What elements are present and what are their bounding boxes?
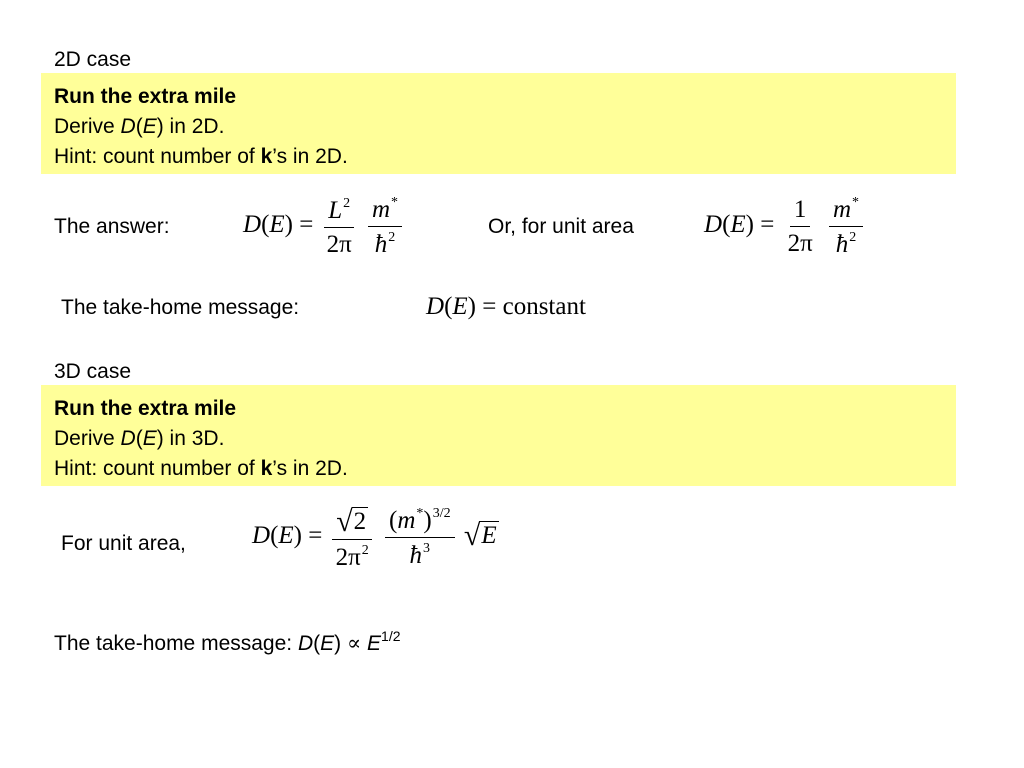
takehome-exp: 1/2 bbox=[381, 628, 401, 644]
fraction-mstar-over-hbar2 bbox=[829, 196, 863, 257]
num-l-exp: 2 bbox=[343, 195, 351, 211]
unit-area-label-3d: For unit area, bbox=[61, 532, 186, 555]
derive-open: ( bbox=[135, 427, 143, 450]
derive-prefix: Derive bbox=[54, 115, 121, 138]
hint-line-2d bbox=[54, 142, 956, 172]
eq-d: D bbox=[252, 522, 271, 550]
unit-area-label-2d: Or, for unit area bbox=[488, 215, 634, 238]
num-m: m bbox=[397, 507, 416, 534]
eq-open: ( bbox=[722, 211, 731, 239]
exercise-title-2d: Run the extra mile bbox=[54, 85, 237, 108]
eq-close: ) bbox=[745, 211, 754, 239]
sqrt-e-sign-icon: √ bbox=[463, 519, 481, 553]
den-hbar-exp: 2 bbox=[388, 230, 396, 245]
equation-dos-2d-unit-area bbox=[704, 196, 866, 257]
hint-line-3d bbox=[54, 454, 956, 484]
num-m-star: * bbox=[391, 195, 399, 210]
takehome-line-3d bbox=[54, 624, 401, 656]
derive-line-3d bbox=[54, 424, 956, 454]
takehome-label-2d: The take-home message: bbox=[61, 296, 300, 319]
eq-equals: = bbox=[299, 211, 314, 239]
sqrt-sign-icon: √ bbox=[336, 505, 353, 538]
root-e: E bbox=[481, 522, 497, 550]
den-hbar-exp: 3 bbox=[423, 541, 431, 556]
hint-suffix: ’s in 2D. bbox=[272, 457, 348, 480]
eq-e: E bbox=[278, 522, 294, 550]
num-close: ) bbox=[423, 507, 432, 534]
heading-2d-case: 2D case bbox=[54, 48, 132, 71]
eq-open: ( bbox=[444, 293, 453, 320]
eq-d: D bbox=[704, 211, 723, 239]
den-hbar: ħ bbox=[374, 231, 388, 258]
eq-open: ( bbox=[270, 522, 279, 550]
hint-k: k bbox=[260, 145, 273, 168]
den-hbar: ħ bbox=[409, 542, 423, 569]
hint-prefix: Hint: count number of bbox=[54, 145, 261, 168]
fraction-1-over-2pi bbox=[784, 197, 817, 256]
derive-prefix: Derive bbox=[54, 427, 121, 450]
eq-close: ) bbox=[293, 522, 302, 550]
num-m: m bbox=[832, 196, 852, 223]
takehome-open: ( bbox=[313, 632, 321, 655]
eq-d: D bbox=[243, 211, 262, 239]
eq-equals: = bbox=[308, 522, 323, 550]
eq-e: E bbox=[269, 211, 285, 239]
answer-label: The answer: bbox=[54, 215, 170, 238]
den-hbar: ħ bbox=[835, 231, 849, 258]
exercise-box-2d bbox=[41, 73, 956, 174]
eq-open: ( bbox=[261, 211, 270, 239]
num-open: ( bbox=[388, 507, 398, 534]
eq-d: D bbox=[426, 293, 445, 320]
equation-dos-2d bbox=[243, 196, 405, 257]
hint-prefix: Hint: count number of bbox=[54, 457, 261, 480]
derive-open: ( bbox=[135, 115, 143, 138]
num-exp-3-2: 3/2 bbox=[432, 506, 451, 521]
fraction-mstar-over-hbar2 bbox=[368, 196, 402, 257]
eq-rhs-constant: = constant bbox=[476, 293, 586, 320]
num-1: 1 bbox=[790, 197, 811, 227]
takehome-e2: E bbox=[361, 632, 382, 655]
fraction-l2-over-2pi bbox=[323, 197, 356, 257]
den-hbar-exp: 2 bbox=[849, 230, 857, 245]
eq-e: E bbox=[452, 293, 468, 320]
eq-close: ) bbox=[467, 293, 476, 320]
derive-e: E bbox=[142, 427, 157, 450]
hint-k: k bbox=[260, 457, 273, 480]
den-2pi: 2π bbox=[326, 230, 352, 258]
derive-d: D bbox=[120, 115, 136, 138]
num-m: m bbox=[371, 196, 391, 223]
derive-e: E bbox=[142, 115, 157, 138]
num-root-2: 2 bbox=[353, 508, 367, 535]
derive-line-2d bbox=[54, 112, 956, 142]
num-m-star: * bbox=[852, 195, 860, 210]
derive-suffix: ) in 2D. bbox=[156, 115, 225, 138]
num-m-star: * bbox=[416, 506, 424, 521]
eq-e: E bbox=[730, 211, 746, 239]
exercise-title-3d: Run the extra mile bbox=[54, 397, 237, 420]
takehome-prefix: The take-home message: bbox=[54, 632, 298, 655]
takehome-close: ) bbox=[334, 632, 347, 655]
heading-3d-case: 3D case bbox=[54, 360, 132, 383]
exercise-box-3d bbox=[41, 385, 956, 486]
fraction-sqrt2-over-2pi2 bbox=[332, 505, 373, 570]
equation-dos-3d bbox=[252, 505, 499, 570]
den-2pi: 2π bbox=[787, 230, 813, 257]
num-l: L bbox=[328, 196, 343, 224]
takehome-d: D bbox=[297, 632, 314, 655]
proportional-symbol: ∝ bbox=[346, 631, 362, 655]
derive-d: D bbox=[120, 427, 136, 450]
takehome-equation-2d bbox=[426, 294, 586, 319]
den-2pi-exp: 2 bbox=[361, 543, 369, 558]
hint-suffix: ’s in 2D. bbox=[272, 145, 348, 168]
takehome-e: E bbox=[320, 632, 335, 655]
eq-equals: = bbox=[760, 211, 775, 239]
den-2pi: 2π bbox=[335, 544, 361, 571]
fraction-mstar32-over-hbar3 bbox=[385, 507, 455, 568]
derive-suffix: ) in 3D. bbox=[156, 427, 225, 450]
eq-close: ) bbox=[284, 211, 293, 239]
